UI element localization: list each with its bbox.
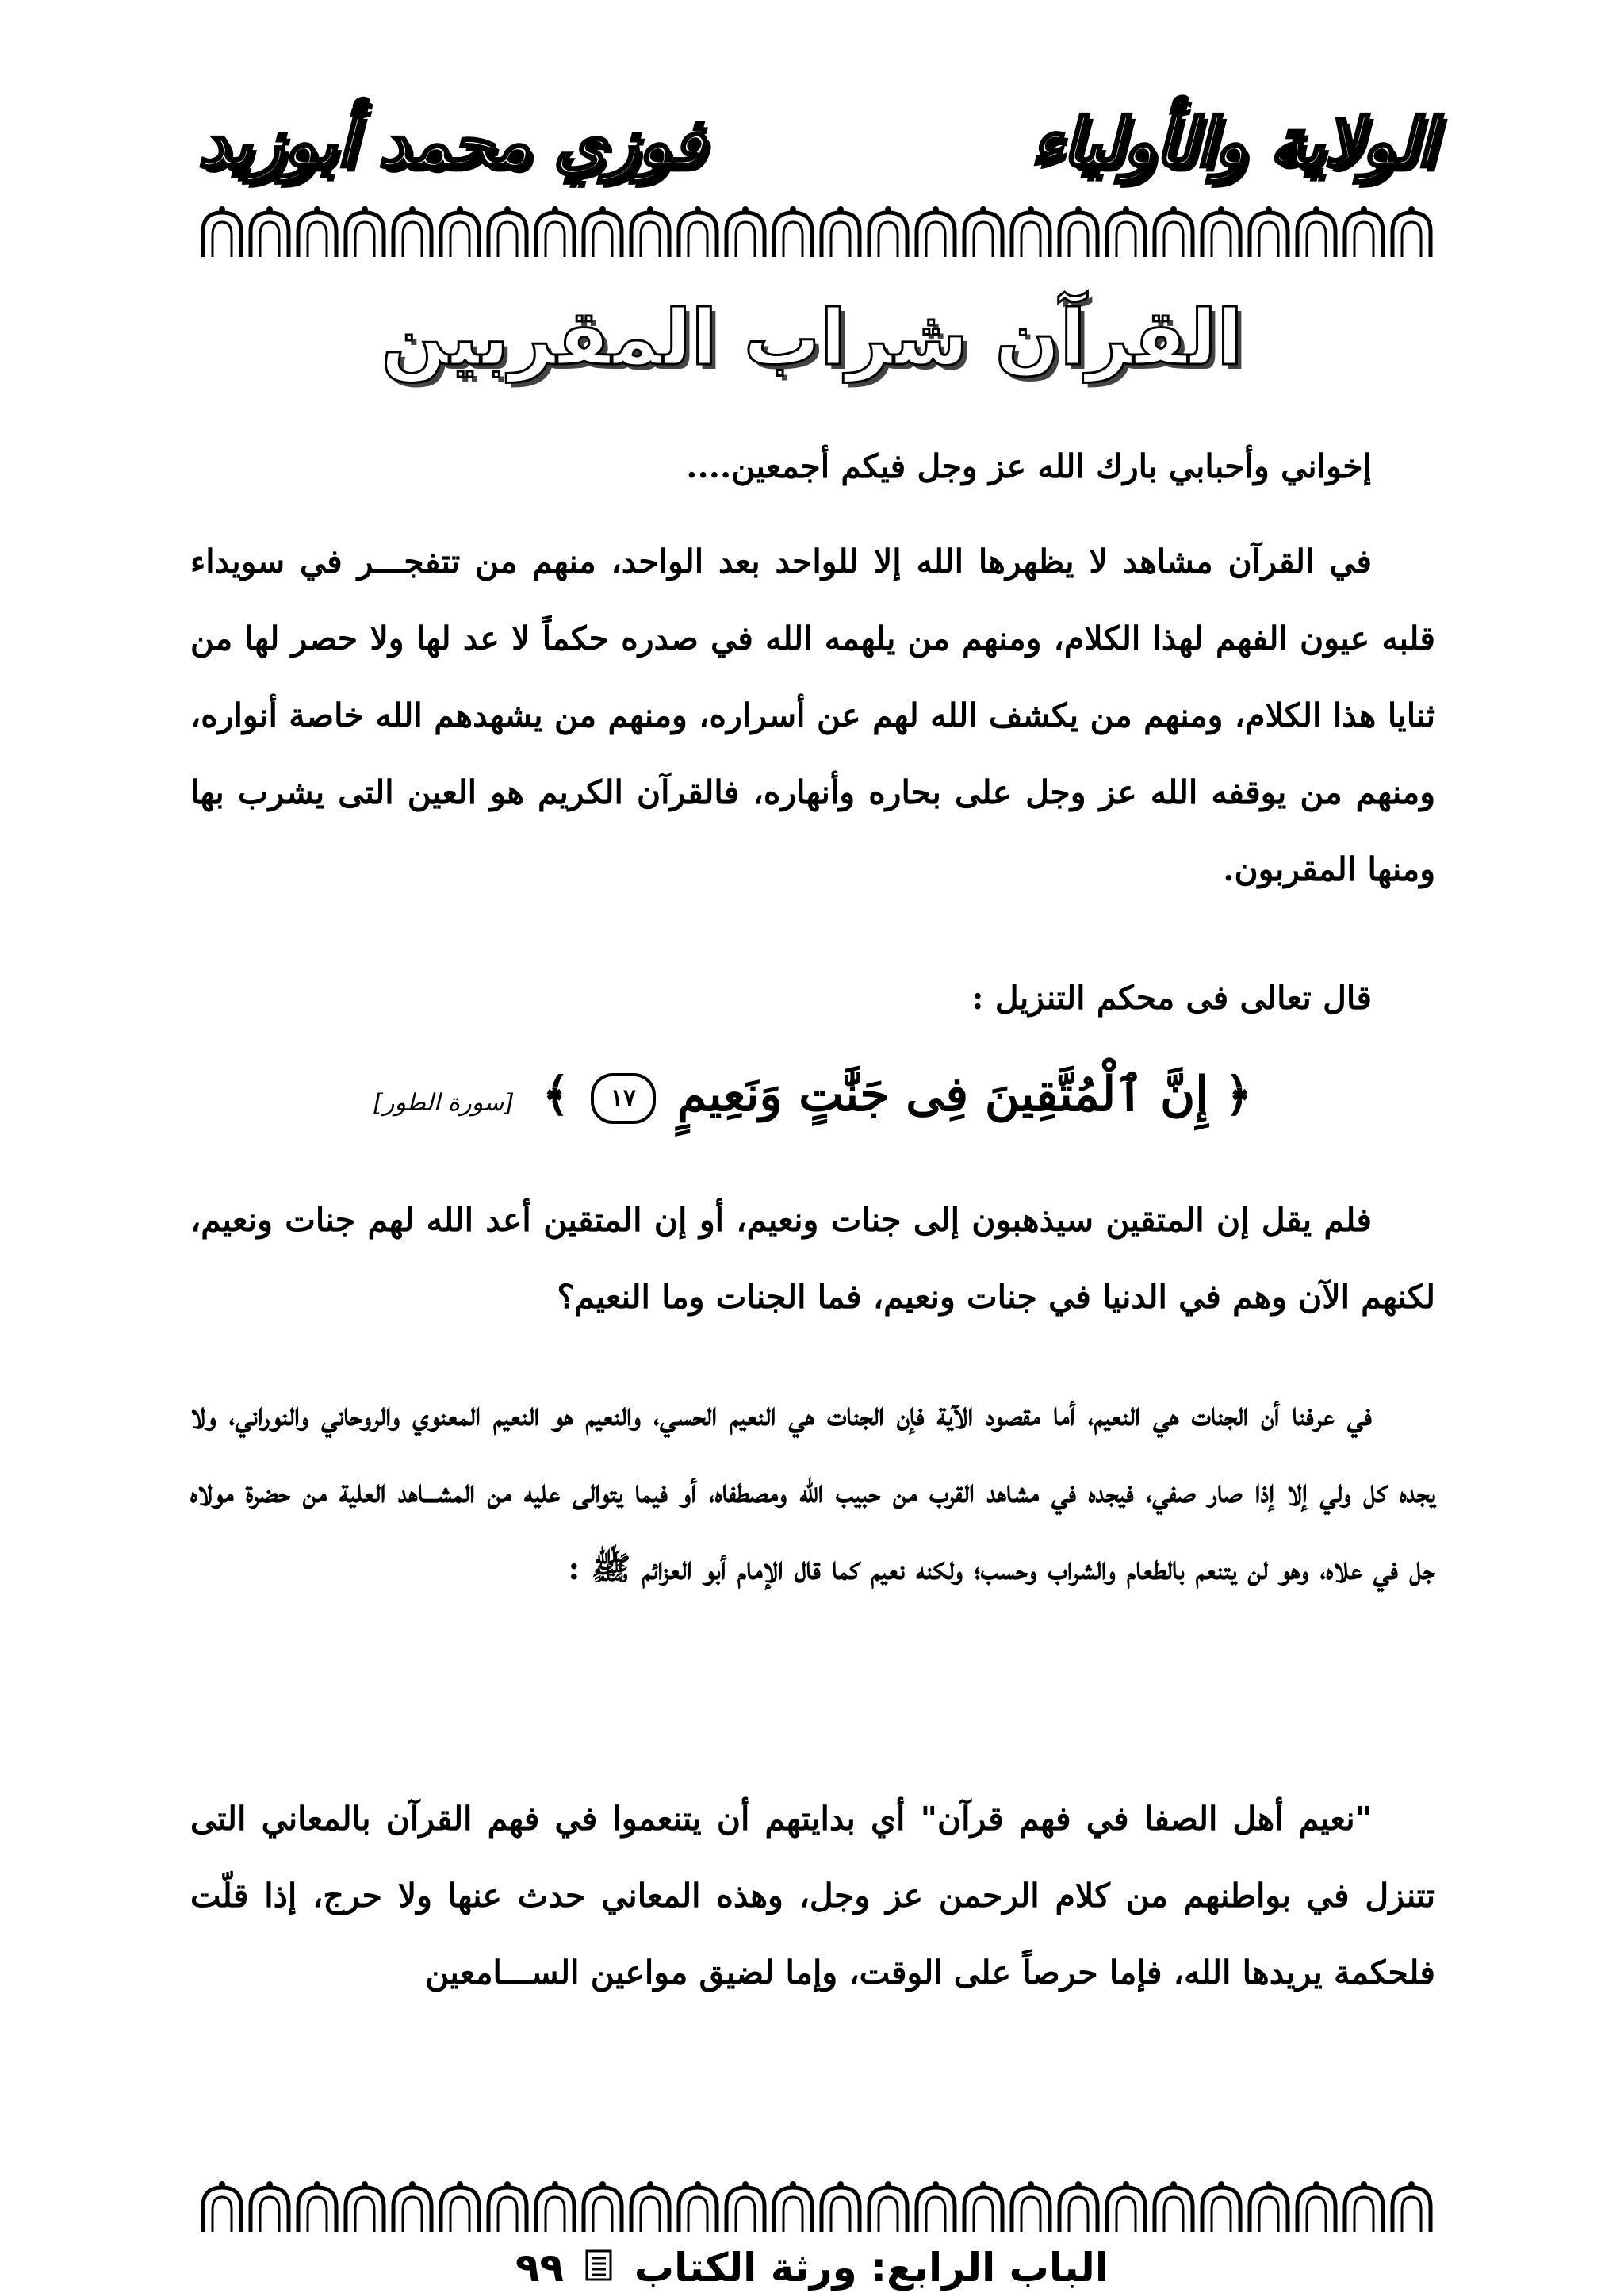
verse-open-bracket: ﴿ bbox=[1224, 1068, 1252, 1122]
greeting-text: إخواني وأحبابي بارك الله عز وجل فيكم أجمعين.... bbox=[686, 447, 1372, 485]
greeting-line bbox=[190, 428, 1435, 505]
verse-intro bbox=[190, 960, 1435, 1037]
quran-verse bbox=[190, 1067, 1435, 1124]
ayah-number-icon: ١٧ bbox=[591, 1073, 656, 1124]
top-ornamental-border bbox=[198, 205, 1435, 260]
page-icon bbox=[585, 2249, 612, 2290]
chapter-title: القرآن شراب المقربين bbox=[381, 293, 1243, 382]
paragraph bbox=[190, 523, 1435, 908]
paragraph bbox=[190, 1376, 1435, 1607]
paragraph-1-text: في القرآن مشاهد لا يظهرها الله إلا للواحد بعد الواحد، منهم من تتفجـــر في سويداء قلبه عيون الفهم لهذا الكلام، ومنهم من يلهمه الله في صدره حكماً لا عد لها ولا حصر لها من ثنايا هذا الكلام، ومنهم من يكشف الله لهم عن أسراره، ومنهم من يشهدهم الله خاصة أنواره، ومنهم من يوقفه الله عز وجل على بحاره وأنهاره، فالقرآن الكريم هو العين التى يشرب بها ومنها المقربون. bbox=[190, 543, 1435, 888]
verse-intro-text: قال تعالى فى محكم التنزيل : bbox=[971, 979, 1372, 1017]
arch-border-icon bbox=[198, 2180, 1435, 2235]
footer-chapter-label: الباب الرابع: bbox=[871, 2245, 1109, 2291]
paragraph-2-text: فلم يقل إن المتقين سيذهبون إلى جنات ونعيم، أو إن المتقين أعد الله لهم جنات ونعيم، لكنهم الآن وهم في الدنيا في جنات ونعيم، فما الجنات وما النعيم؟ bbox=[190, 1201, 1435, 1316]
page-number: ٩٩ bbox=[515, 2245, 565, 2291]
paragraph bbox=[190, 1182, 1435, 1336]
surah-reference: [سورة الطور] bbox=[373, 1089, 514, 1117]
paragraph bbox=[190, 1781, 1435, 2011]
running-header bbox=[198, 95, 1435, 198]
paragraph-3-text: في عرفنا أن الجنات هي النعيم، أما مقصود الآية فإن الجنات هي النعيم الحسي، والنعيم هو النعيم المعنوي والروحاني والنوراني، ولا يجده كل ولي إلا إذا صار صفي، فيجده في مشاهد القرب من حبيب الله ومصطفاه، أو فيما يتوالى عليه من المشـــاهد العلية من حضرة مولاه جل في علاه، وهو لن يتنعم بالطعام والشراب وحسب؛ ولكنه نعيم كما قال الإمام أبو العزائم ﷺ : bbox=[190, 1395, 1435, 1587]
bottom-ornamental-border bbox=[198, 2180, 1435, 2235]
verse-close-bracket: ﴾ bbox=[542, 1068, 569, 1122]
verse-text: إِنَّ ٱلْمُتَّقِينَ فِى جَنَّٰتٍ وَنَعِيمٍ bbox=[676, 1067, 1208, 1122]
author-name: فوزي محمد أبوزيد bbox=[198, 103, 705, 182]
book-title: الولاية والأولياء bbox=[1031, 103, 1435, 182]
page-footer bbox=[0, 2245, 1624, 2291]
footer-chapter-name: ورثة الكتاب bbox=[634, 2245, 857, 2291]
arch-border-icon bbox=[198, 205, 1435, 260]
paragraph-4-text: "نعيم أهل الصفا في فهم قرآن" أي بدايتهم أن يتنعموا في فهم القرآن بالمعاني التى تتنزل في بواطنهم من كلام الرحمن عز وجل، وهذه المعاني حدث عنها ولا حرج، إذا قلّت فلحكمة يريدها الله، فإما حرصاً على الوقت، وإما لضيق مواعين الســـامعين bbox=[190, 1800, 1435, 1992]
